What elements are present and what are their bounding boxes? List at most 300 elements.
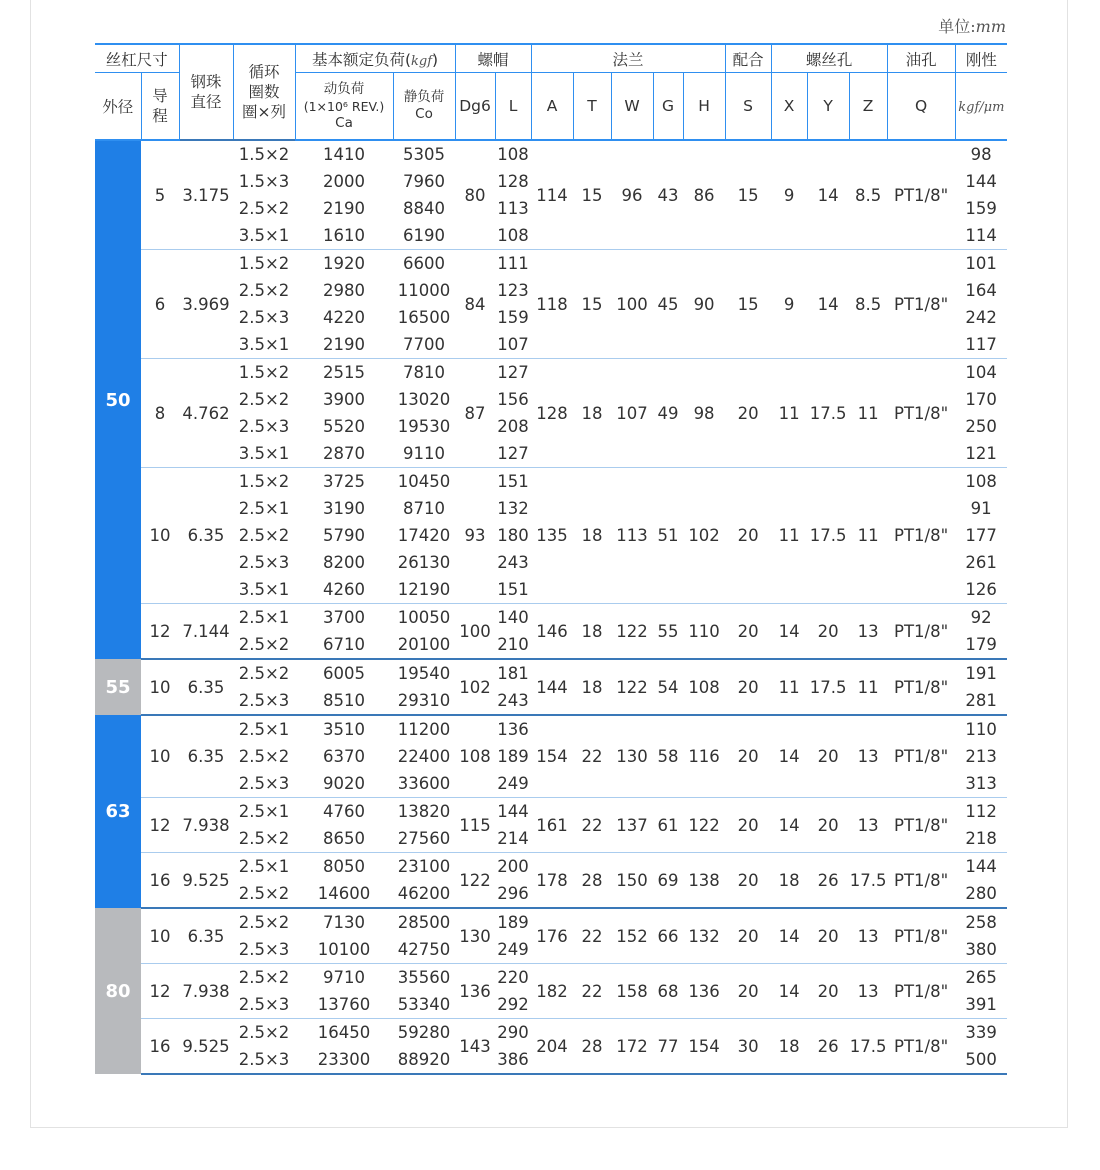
spec-g-cell: 51 [653,468,683,604]
stiffness-cell: 91 [970,499,992,518]
spec-h-cell: 132 [683,908,725,964]
stiffness-cell: 261 [965,553,997,572]
header-nut-l: L [495,73,531,141]
static-load-cell: 6190 [403,226,446,245]
dynamic-load-cell: 2190 [323,199,366,218]
spec-t-cell: 18 [573,468,611,604]
ball-diameter-cell: 3.175 [179,140,233,250]
static-load-cell: 29310 [397,691,451,710]
dynamic-load-cell: 4760 [295,798,393,826]
static-load-cell: 19530 [397,417,451,436]
circuits-cell: 2.5×3 [238,995,290,1014]
dynamic-load-cell: 3900 [323,390,366,409]
ball-diameter-cell: 9.525 [179,1019,233,1075]
spec-h-cell: 154 [683,1019,725,1075]
spec-h-cell: 86 [683,140,725,250]
header-flange-g: G [653,73,683,141]
header-flange-w: W [611,73,653,141]
ball-diameter-cell: 6.35 [179,908,233,964]
spec-h-cell: 108 [683,659,725,715]
nut-length-cell: 292 [497,995,529,1014]
circuits-cell: 2.5×1 [233,853,295,881]
circuits-cell: 2.5×1 [233,798,295,826]
header-bolt-z: Z [849,73,887,141]
nut-length-cell: 208 [497,417,529,436]
circuits-cell: 3.5×1 [238,444,290,463]
dynamic-load-cell: 2190 [323,335,366,354]
dynamic-load-cell: 13760 [317,995,371,1014]
dynamic-load-cell: 3700 [295,604,393,632]
header-flange-a: A [531,73,573,141]
spec-w-cell: 96 [611,140,653,250]
ball-diameter-cell: 6.35 [179,659,233,715]
spec-h-cell: 138 [683,853,725,909]
stiffness-cell: 92 [955,604,1007,632]
static-load-cell: 46200 [397,884,451,903]
static-load-cell: 8710 [403,499,446,518]
header-flange-t: T [573,73,611,141]
circuits-cell: 2.5×3 [238,553,290,572]
nut-length-cell: 151 [495,468,531,496]
nut-length-cell: 132 [497,499,529,518]
nut-length-cell: 127 [497,444,529,463]
spec-w-cell: 152 [611,908,653,964]
stiffness-cell: 98 [955,140,1007,168]
spec-q-cell: PT1/8" [887,140,955,250]
stiffness-cell: 500 [955,1046,1007,1074]
spec-s-cell: 20 [725,715,771,798]
header-flange: 法兰 [531,44,725,73]
outer-diameter-cell: 55 [95,659,141,715]
stiffness-cell: 101 [955,250,1007,278]
static-load-cell: 27560 [397,829,451,848]
dynamic-load-cell: 8510 [323,691,366,710]
nut-length-cell: 249 [497,940,529,959]
spec-q-cell: PT1/8" [887,604,955,660]
stiffness-cell: 144 [955,853,1007,881]
spec-x-cell: 14 [771,604,807,660]
spec-g-cell: 43 [653,140,683,250]
spec-w-cell: 172 [611,1019,653,1075]
header-stiffness: 刚性 [955,44,1007,73]
static-load-cell: 16500 [397,308,451,327]
circuits-cell: 1.5×2 [233,250,295,278]
circuits-cell: 1.5×3 [238,172,290,191]
circuits-cell: 1.5×2 [233,140,295,168]
static-load-cell: 20100 [397,635,451,654]
spec-x-cell: 14 [771,715,807,798]
stiffness-cell: 108 [955,468,1007,496]
nut-length-cell: 210 [497,635,529,654]
spec-y-cell: 20 [807,908,849,964]
table-row [95,964,1007,992]
spec-q-cell: PT1/8" [887,359,955,468]
spec-g-cell: 54 [653,659,683,715]
spec-a-cell: 204 [531,1019,573,1075]
nut-dg6-cell: 136 [455,964,495,1019]
stiffness-cell: 258 [955,908,1007,936]
spec-z-cell: 11 [849,659,887,715]
lead-cell: 10 [141,468,179,604]
table-row [95,798,1007,826]
spec-x-cell: 14 [771,964,807,1019]
spec-a-cell: 154 [531,715,573,798]
spec-z-cell: 17.5 [849,1019,887,1075]
circuits-cell: 2.5×2 [238,829,290,848]
static-load-cell: 59280 [393,1019,455,1047]
dynamic-load-cell: 16450 [295,1019,393,1047]
spec-t-cell: 28 [573,853,611,909]
static-load-cell: 42750 [397,940,451,959]
nut-length-cell: 111 [495,250,531,278]
spec-w-cell: 158 [611,964,653,1019]
spec-h-cell: 136 [683,964,725,1019]
header-nut: 螺帽 [455,44,531,73]
nut-dg6-cell: 102 [455,659,495,715]
nut-dg6-cell: 108 [455,715,495,798]
spec-z-cell: 8.5 [849,140,887,250]
table-row [95,659,1007,687]
spec-h-cell: 102 [683,468,725,604]
dynamic-load-cell: 8050 [295,853,393,881]
spec-z-cell: 11 [849,468,887,604]
table-row [95,140,1007,168]
nut-dg6-cell: 84 [455,250,495,359]
spec-y-cell: 17.5 [807,659,849,715]
spec-x-cell: 11 [771,359,807,468]
table-row [95,250,1007,278]
lead-cell: 6 [141,250,179,359]
header-static-load: 静负荷 Co [393,73,455,141]
dynamic-load-cell: 5520 [323,417,366,436]
table-row [95,468,1007,496]
spec-y-cell: 20 [807,715,849,798]
static-load-cell: 33600 [397,774,451,793]
spec-y-cell: 17.5 [807,468,849,604]
spec-s-cell: 20 [725,798,771,853]
nut-length-cell: 200 [495,853,531,881]
header-lead: 导 程 [141,73,179,141]
circuits-cell: 2.5×2 [238,526,290,545]
spec-g-cell: 69 [653,853,683,909]
static-load-cell: 8840 [403,199,446,218]
stiffness-cell: 380 [965,940,997,959]
table-row [95,715,1007,743]
spec-s-cell: 20 [725,659,771,715]
lead-cell: 12 [141,604,179,660]
spec-s-cell: 20 [725,908,771,964]
spec-z-cell: 11 [849,359,887,468]
static-load-cell: 7700 [403,335,446,354]
stiffness-cell: 164 [965,281,997,300]
ball-screw-spec-table [95,43,1007,1075]
static-load-cell: 10050 [393,604,455,632]
spec-t-cell: 22 [573,715,611,798]
stiffness-cell: 170 [965,390,997,409]
spec-z-cell: 13 [849,798,887,853]
static-load-cell: 26130 [397,553,451,572]
dynamic-load-cell: 6710 [323,635,366,654]
dynamic-load-cell: 2000 [323,172,366,191]
spec-t-cell: 15 [573,250,611,359]
spec-z-cell: 13 [849,964,887,1019]
spec-s-cell: 15 [725,140,771,250]
ball-diameter-cell: 7.938 [179,964,233,1019]
spec-w-cell: 107 [611,359,653,468]
outer-diameter-cell: 50 [95,140,141,659]
nut-length-cell: 151 [497,580,529,599]
static-load-cell: 5305 [393,140,455,168]
stiffness-cell: 110 [955,715,1007,743]
stiffness-cell: 104 [955,359,1007,387]
spec-g-cell: 77 [653,1019,683,1075]
spec-s-cell: 20 [725,359,771,468]
dynamic-load-cell: 9020 [323,774,366,793]
header-bolt-hole: 螺丝孔 [771,44,887,73]
nut-length-cell: 243 [497,553,529,572]
header-stiffness-unit: kgf/μm [955,73,1007,141]
table-row [95,604,1007,632]
circuits-cell: 2.5×2 [233,908,295,936]
static-load-cell: 6600 [393,250,455,278]
dynamic-load-cell: 6370 [323,747,366,766]
dynamic-load-cell: 2980 [323,281,366,300]
lead-cell: 12 [141,798,179,853]
stiffness-cell: 339 [955,1019,1007,1047]
spec-x-cell: 18 [771,1019,807,1075]
header-fit: 配合 [725,44,771,73]
nut-dg6-cell: 93 [455,468,495,604]
static-load-cell: 7960 [403,172,446,191]
stiffness-cell: 191 [955,659,1007,687]
lead-cell: 8 [141,359,179,468]
header-dynamic-load: 动负荷 (1×10⁶ REV.) Ca [295,73,393,141]
spec-h-cell: 116 [683,715,725,798]
spec-h-cell: 122 [683,798,725,853]
header-ball-diameter: 钢珠 直径 [179,44,233,140]
spec-a-cell: 144 [531,659,573,715]
header-bolt-y: Y [807,73,849,141]
dynamic-load-cell: 3190 [323,499,366,518]
spec-w-cell: 122 [611,604,653,660]
spec-w-cell: 150 [611,853,653,909]
circuits-cell: 2.5×3 [238,308,290,327]
static-load-cell: 53340 [397,995,451,1014]
dynamic-load-cell: 4220 [323,308,366,327]
stiffness-cell: 121 [965,444,997,463]
lead-cell: 16 [141,1019,179,1075]
dynamic-load-cell: 1920 [295,250,393,278]
spec-a-cell: 114 [531,140,573,250]
spec-h-cell: 110 [683,604,725,660]
circuits-cell: 2.5×3 [233,1046,295,1074]
circuits-cell: 2.5×2 [238,199,290,218]
spec-z-cell: 13 [849,604,887,660]
header-oil-q: Q [887,73,955,141]
spec-x-cell: 9 [771,250,807,359]
static-load-cell: 22400 [397,747,451,766]
header-screw-size: 丝杠尺寸 [95,44,179,73]
stiffness-cell: 218 [965,829,997,848]
dynamic-load-cell: 8200 [323,553,366,572]
static-load-cell: 11200 [393,715,455,743]
spec-y-cell: 20 [807,964,849,1019]
spec-z-cell: 17.5 [849,853,887,909]
nut-length-cell: 249 [497,774,529,793]
circuits-cell: 2.5×2 [233,659,295,687]
spec-y-cell: 17.5 [807,359,849,468]
spec-q-cell: PT1/8" [887,853,955,909]
dynamic-load-cell: 1610 [323,226,366,245]
circuits-cell: 2.5×3 [238,940,290,959]
circuits-cell: 3.5×1 [238,226,290,245]
stiffness-cell: 250 [965,417,997,436]
spec-g-cell: 45 [653,250,683,359]
spec-a-cell: 118 [531,250,573,359]
spec-x-cell: 9 [771,140,807,250]
spec-w-cell: 122 [611,659,653,715]
nut-length-cell: 156 [497,390,529,409]
header-oil-hole: 油孔 [887,44,955,73]
spec-s-cell: 30 [725,1019,771,1075]
spec-w-cell: 137 [611,798,653,853]
stiffness-cell: 281 [965,691,997,710]
circuits-cell: 2.5×2 [233,964,295,992]
dynamic-load-cell: 5790 [323,526,366,545]
circuits-cell: 3.5×1 [238,580,290,599]
static-load-cell: 23100 [393,853,455,881]
nut-length-cell: 144 [495,798,531,826]
ball-diameter-cell: 7.938 [179,798,233,853]
nut-length-cell: 113 [497,199,529,218]
ball-diameter-cell: 3.969 [179,250,233,359]
stiffness-cell: 114 [965,226,997,245]
spec-t-cell: 18 [573,359,611,468]
table-row [95,908,1007,936]
circuits-cell: 2.5×2 [238,747,290,766]
ball-diameter-cell: 7.144 [179,604,233,660]
spec-q-cell: PT1/8" [887,468,955,604]
spec-y-cell: 14 [807,140,849,250]
spec-x-cell: 14 [771,798,807,853]
lead-cell: 10 [141,715,179,798]
spec-z-cell: 8.5 [849,250,887,359]
spec-w-cell: 130 [611,715,653,798]
spec-t-cell: 15 [573,140,611,250]
stiffness-cell: 391 [965,995,997,1014]
static-load-cell: 12190 [397,580,451,599]
static-load-cell: 13020 [397,390,451,409]
spec-a-cell: 128 [531,359,573,468]
stiffness-cell: 280 [965,884,997,903]
stiffness-cell: 179 [965,635,997,654]
spec-x-cell: 11 [771,468,807,604]
static-load-cell: 88920 [393,1046,455,1074]
nut-dg6-cell: 80 [455,140,495,250]
static-load-cell: 28500 [393,908,455,936]
spec-g-cell: 58 [653,715,683,798]
nut-length-cell: 189 [497,747,529,766]
stiffness-cell: 242 [965,308,997,327]
stiffness-cell: 213 [965,747,997,766]
spec-y-cell: 26 [807,1019,849,1075]
nut-length-cell: 123 [497,281,529,300]
nut-length-cell: 220 [495,964,531,992]
dynamic-load-cell: 10100 [317,940,371,959]
outer-diameter-cell: 80 [95,908,141,1074]
table-row [95,853,1007,881]
header-bolt-x: X [771,73,807,141]
spec-g-cell: 61 [653,798,683,853]
spec-x-cell: 11 [771,659,807,715]
nut-length-cell: 136 [495,715,531,743]
nut-dg6-cell: 115 [455,798,495,853]
header-load-rating: 基本额定负荷(kgf) [295,44,455,73]
stiffness-cell: 112 [955,798,1007,826]
dynamic-load-cell: 4260 [323,580,366,599]
lead-cell: 5 [141,140,179,250]
static-load-cell: 11000 [397,281,451,300]
circuits-cell: 2.5×1 [233,715,295,743]
static-load-cell: 17420 [397,526,451,545]
spec-t-cell: 22 [573,964,611,1019]
circuits-cell: 2.5×3 [238,691,290,710]
nut-length-cell: 189 [495,908,531,936]
unit-label: 单位:mm [938,17,1006,36]
nut-dg6-cell: 143 [455,1019,495,1075]
dynamic-load-cell: 9710 [295,964,393,992]
dynamic-load-cell: 2515 [295,359,393,387]
static-load-cell: 19540 [393,659,455,687]
nut-dg6-cell: 130 [455,908,495,964]
static-load-cell: 10450 [393,468,455,496]
dynamic-load-cell: 1410 [295,140,393,168]
header-flange-h: H [683,73,725,141]
circuits-cell: 2.5×2 [238,390,290,409]
dynamic-load-cell: 3510 [295,715,393,743]
spec-y-cell: 26 [807,853,849,909]
dynamic-load-cell: 3725 [295,468,393,496]
spec-q-cell: PT1/8" [887,659,955,715]
dynamic-load-cell: 8650 [323,829,366,848]
static-load-cell: 35560 [393,964,455,992]
static-load-cell: 7810 [393,359,455,387]
spec-a-cell: 176 [531,908,573,964]
spec-a-cell: 161 [531,798,573,853]
spec-g-cell: 68 [653,964,683,1019]
nut-dg6-cell: 87 [455,359,495,468]
nut-length-cell: 386 [495,1046,531,1074]
dynamic-load-cell: 23300 [295,1046,393,1074]
header-circuits: 循环 圈数 圈×列 [233,44,295,140]
spec-t-cell: 22 [573,798,611,853]
spec-y-cell: 20 [807,604,849,660]
ball-diameter-cell: 6.35 [179,715,233,798]
nut-length-cell: 108 [495,140,531,168]
header-outer-diameter: 外径 [95,73,141,141]
lead-cell: 10 [141,908,179,964]
spec-a-cell: 182 [531,964,573,1019]
nut-length-cell: 128 [497,172,529,191]
nut-length-cell: 290 [495,1019,531,1047]
spec-y-cell: 20 [807,798,849,853]
ball-diameter-cell: 4.762 [179,359,233,468]
dynamic-load-cell: 7130 [295,908,393,936]
table-row [95,1019,1007,1047]
spec-y-cell: 14 [807,250,849,359]
spec-z-cell: 13 [849,908,887,964]
spec-q-cell: PT1/8" [887,1019,955,1075]
